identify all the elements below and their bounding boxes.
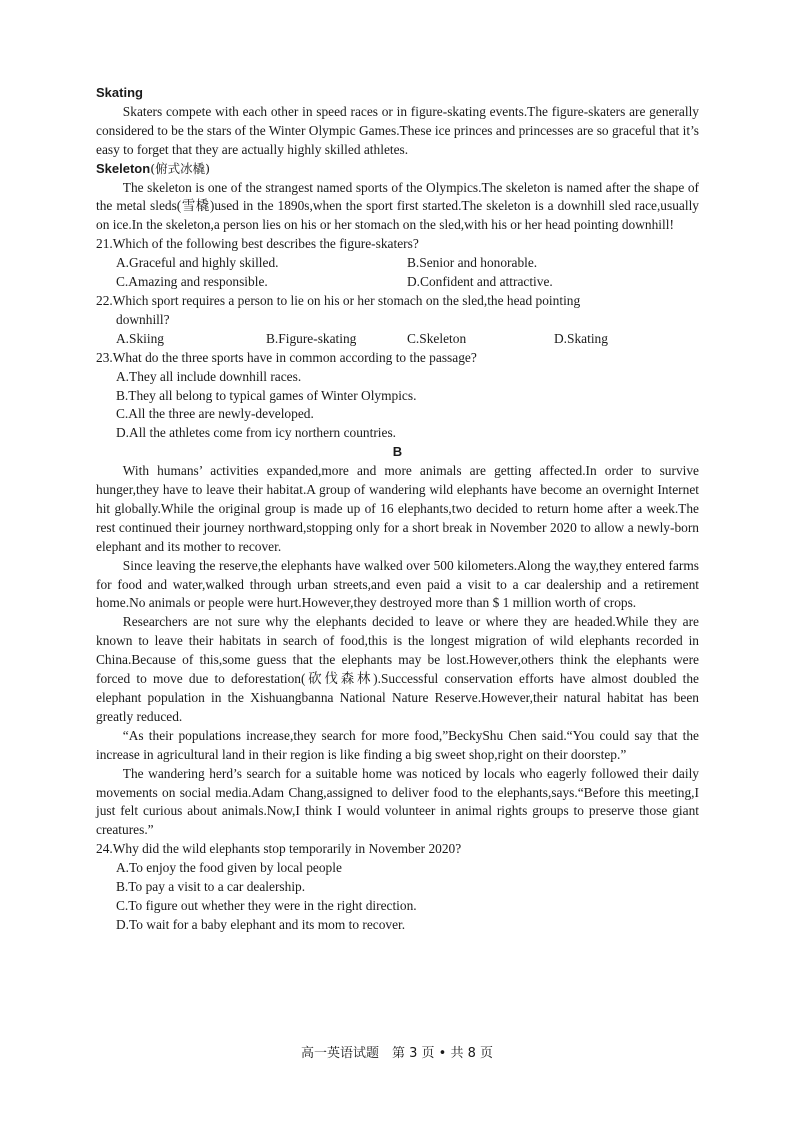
passage-b-paragraph-1: With humans’ activities expanded,more and more animals are getting affected.In order to survive hunger,they have to leave their habitat.A group of wandering wild elephants have become an overnight Internet hit globally.While the original group is made up of 16 elephants,two decided to return home after a week.The rest continued their journey northward,stopping only for a short break in November 2020 to allow a newly-born elephant and its mother to recover. bbox=[96, 463, 699, 554]
question-21-options-row2 bbox=[96, 273, 699, 292]
question-24-option-c: C.To figure out whether they were in the right direction. bbox=[116, 897, 417, 913]
question-23-option-a: A.They all include downhill races. bbox=[116, 368, 302, 384]
question-24-option-a: A.To enjoy the food given by local people bbox=[116, 860, 342, 876]
page-footer: 高一英语试题 第 3 页 • 共 8 页 bbox=[300, 1046, 493, 1061]
skeleton-paragraph: The skeleton is one of the strangest named sports of the Olympics.The skeleton is named after the shape of the metal sleds(雪橇)used in the 1890s,when the sport first started.The skeleton is a downhill sled race,usually on ice.In the skeleton,a person lies on his or her stomach on the sled,with his or her head pointing downhill! bbox=[96, 179, 699, 233]
passage-b-paragraph-5: The wandering herd’s search for a suitable home was noticed by locals who eagerly followed their daily movements on social media.Adam Chang,assigned to deliver food to the elephants,says.“Before this meeting,I just felt curious about animals.Now,I think I would volunteer in animal rights groups to preserve those giant creatures.” bbox=[96, 765, 699, 838]
section-b-heading: B bbox=[392, 444, 403, 460]
question-22-option-a: A.Skiing bbox=[116, 330, 164, 346]
question-23-option-d: D.All the athletes come from icy northern countries. bbox=[116, 425, 397, 441]
question-24-option-d: D.To wait for a baby elephant and its mom to recover. bbox=[116, 916, 406, 932]
skeleton-heading-cn: (俯式冰橇) bbox=[150, 160, 210, 176]
question-24-stem: 24.Why did the wild elephants stop temporarily in November 2020? bbox=[96, 841, 462, 857]
question-23-option-c: C.All the three are newly-developed. bbox=[116, 406, 314, 422]
passage-b-paragraph-4: “As their populations increase,they search for more food,”BeckyShu Chen said.“You could say that the increase in agricultural land in their region is like finding a big sweet shop,right on their doorstep.” bbox=[96, 727, 699, 762]
question-23-option-b: B.They all belong to typical games of Winter Olympics. bbox=[116, 387, 417, 403]
question-22-option-c: C.Skeleton bbox=[407, 330, 467, 346]
question-22-option-b: B.Figure-skating bbox=[266, 330, 357, 346]
question-22-options bbox=[96, 330, 699, 349]
question-21 bbox=[96, 235, 699, 292]
skating-heading: Skating bbox=[96, 85, 143, 100]
question-21-option-c: C.Amazing and responsible. bbox=[116, 274, 268, 290]
passage-b-paragraph-3: Researchers are not sure why the elephants decided to leave or where they are headed.While they are known to leave their habitats in search of food,this is the longest migration of wild elephants recorded in China.Because of this,some guess that the elephants may be lost.However,others think the elephants were forced to move due to deforestation(砍伐森林).Successful conservation efforts have almost doubled the elephant population in the Xishuangbanna National Nature Reserve.However,their natural habitat has been greatly reduced. bbox=[96, 614, 699, 724]
question-21-option-b: B.Senior and honorable. bbox=[407, 255, 538, 271]
question-22-stem-cont: downhill? bbox=[116, 311, 170, 327]
question-21-options-row1 bbox=[96, 254, 699, 273]
question-24 bbox=[96, 840, 699, 935]
question-24-option-b: B.To pay a visit to a car dealership. bbox=[116, 879, 306, 895]
skating-paragraph: Skaters compete with each other in speed races or in figure-skating events.The figure-skaters are generally considered to be the stars of the Winter Olympic Games.These ice princes and princesses are so graceful that it’s easy to forget that they are actually highly skilled athletes. bbox=[96, 103, 699, 157]
question-22 bbox=[96, 292, 699, 349]
question-21-option-a: A.Graceful and highly skilled. bbox=[116, 255, 279, 271]
question-23-stem: 23.What do the three sports have in common according to the passage? bbox=[96, 349, 477, 365]
skeleton-heading bbox=[96, 160, 699, 179]
question-23 bbox=[96, 349, 699, 444]
skeleton-heading-en: Skeleton bbox=[96, 160, 151, 176]
question-22-stem: 22.Which sport requires a person to lie on his or her stomach on the sled,the head pointing bbox=[96, 292, 581, 308]
question-21-stem: 21.Which of the following best describes the figure-skaters? bbox=[96, 236, 419, 252]
question-22-option-d: D.Skating bbox=[554, 330, 608, 346]
passage-b-paragraph-2: Since leaving the reserve,the elephants have walked over 500 kilometers.Along the way,they entered farms for food and water,walked through urban streets,and even paid a visit to a car dealership and a retirement home.No animals or people were hurt.However,they destroyed more than $ 1 million worth of crops. bbox=[96, 557, 699, 611]
question-21-option-d: D.Confident and attractive. bbox=[407, 274, 553, 290]
